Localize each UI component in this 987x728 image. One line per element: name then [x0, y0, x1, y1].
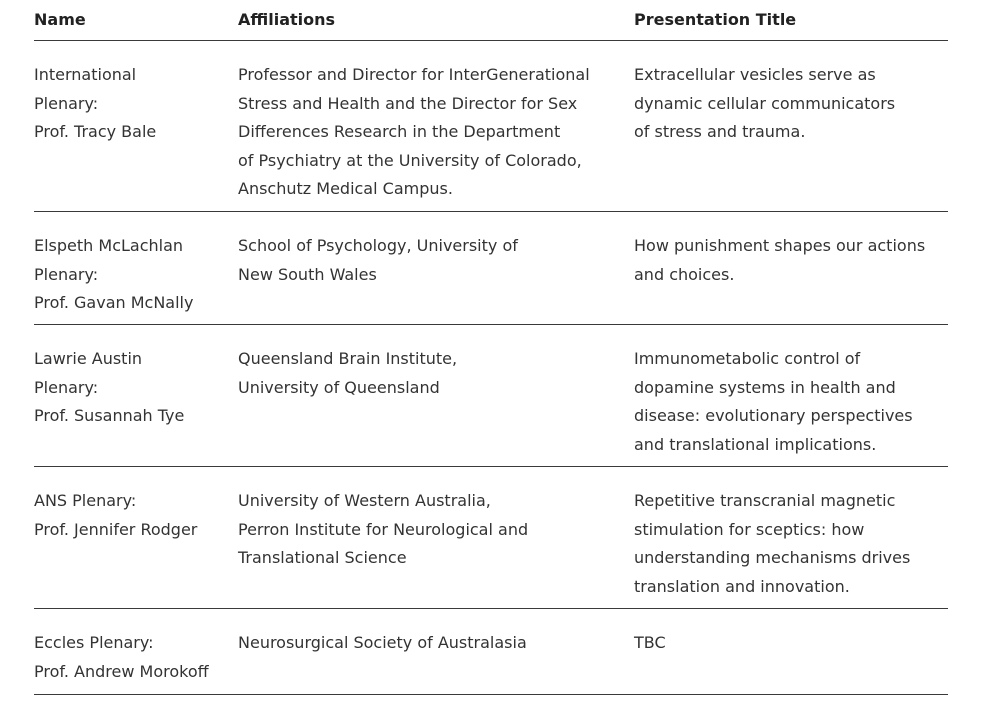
speaker-name-line: Plenary:: [34, 264, 99, 284]
presentation-title-cell: [634, 41, 948, 211]
affiliation-line: Queensland Brain Institute,: [238, 349, 458, 368]
speaker-name-line: Lawrie Austin: [34, 349, 143, 368]
presentation-title-line: Immunometabolic control of: [634, 349, 861, 368]
presentation-title-line: of stress and trauma.: [634, 122, 806, 141]
speaker-name-line: International: [34, 65, 137, 84]
header-name: Name: [34, 10, 86, 29]
speaker-name-line: Elspeth McLachlan: [34, 236, 184, 255]
speaker-name-line: Prof. Jennifer Rodger: [34, 519, 198, 539]
presentation-title-cell: [634, 609, 948, 694]
speaker-name-cell: [34, 609, 238, 694]
presentation-title-line: TBC: [634, 633, 666, 652]
speaker-name-cell: [34, 41, 238, 211]
affiliation-line: School of Psychology, University of: [238, 236, 518, 255]
presentation-title-line: dynamic cellular communicators: [634, 93, 896, 113]
affiliation-line: Stress and Health and the Director for Sex: [238, 93, 578, 113]
presentation-title-cell: [634, 212, 948, 324]
affiliation-cell: [238, 41, 634, 211]
affiliation-line: Anschutz Medical Campus.: [238, 179, 453, 198]
presentation-title-line: translation and innovation.: [634, 576, 850, 596]
speaker-name-line: Prof. Susannah Tye: [34, 406, 185, 425]
speaker-name-line: Plenary:: [34, 93, 99, 113]
affiliation-cell: [238, 467, 634, 608]
affiliation-cell: [238, 212, 634, 324]
affiliation-line: Neurosurgical Society of Australasia: [238, 633, 527, 652]
speaker-name-line: Eccles Plenary:: [34, 633, 154, 652]
affiliation-line: New South Wales: [238, 264, 377, 284]
presentation-title-line: How punishment shapes our actions: [634, 236, 926, 255]
table-row: [34, 41, 948, 212]
affiliation-line: Professor and Director for InterGenerational: [238, 65, 590, 84]
affiliation-line: University of Western Australia,: [238, 491, 491, 510]
speaker-name-line: Plenary:: [34, 377, 99, 397]
presentation-title-line: disease: evolutionary perspectives: [634, 406, 913, 425]
speaker-table: [34, 8, 948, 695]
affiliation-line: of Psychiatry at the University of Colorado,: [238, 150, 582, 170]
table-row: [34, 609, 948, 695]
presentation-title-line: Extracellular vesicles serve as: [634, 65, 876, 84]
presentation-title-cell: [634, 325, 948, 466]
header-affiliations: Affiliations: [238, 10, 336, 29]
affiliation-line: Translational Science: [238, 548, 407, 567]
affiliation-line: Differences Research in the Department: [238, 122, 561, 141]
table-row: [34, 325, 948, 467]
presentation-title-line: understanding mechanisms drives: [634, 548, 911, 567]
speaker-name-line: Prof. Tracy Bale: [34, 122, 157, 141]
affiliation-line: University of Queensland: [238, 377, 440, 397]
presentation-title-line: Repetitive transcranial magnetic: [634, 491, 896, 510]
header-presentation-title: Presentation Title: [634, 10, 797, 29]
presentation-title-line: and translational implications.: [634, 434, 877, 454]
presentation-title-line: dopamine systems in health and: [634, 377, 896, 397]
speaker-name-line: ANS Plenary:: [34, 491, 137, 510]
speaker-name-cell: [34, 467, 238, 608]
presentation-title-cell: [634, 467, 948, 608]
affiliation-cell: [238, 325, 634, 466]
speaker-name-cell: [34, 325, 238, 466]
affiliation-cell: [238, 609, 634, 694]
table-row: [34, 212, 948, 325]
presentation-title-line: and choices.: [634, 264, 735, 284]
speaker-name-line: Prof. Andrew Morokoff: [34, 661, 209, 681]
affiliation-line: Perron Institute for Neurological and: [238, 519, 529, 539]
presentation-title-line: stimulation for sceptics: how: [634, 519, 865, 539]
table-row: [34, 467, 948, 609]
speaker-name-line: Prof. Gavan McNally: [34, 293, 194, 312]
speaker-name-cell: [34, 212, 238, 324]
table-header: [34, 8, 948, 41]
